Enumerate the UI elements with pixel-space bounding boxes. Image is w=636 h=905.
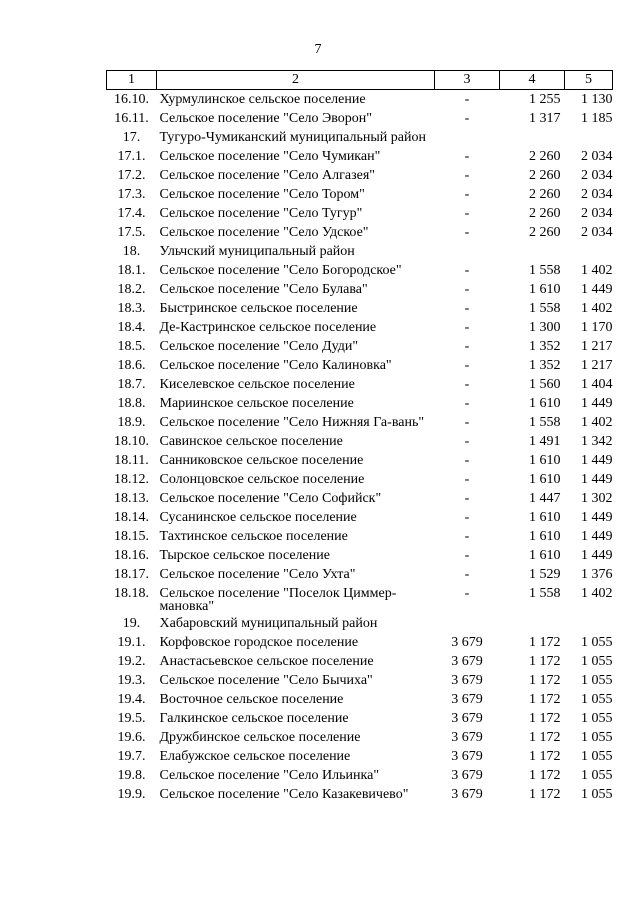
value-col5-cell: 1 449 [581,453,613,468]
header-cell-4: 4 [500,71,565,90]
row-number-cell: 17.2. [117,168,146,183]
value-col4-cell: 1 610 [529,396,561,411]
settlement-name-cell: Киселевское сельское поселение [159,377,355,392]
table-row [107,375,613,394]
row-number-cell: 18.6. [117,358,146,373]
value-col3-cell: - [464,491,470,506]
row-number-cell: 18.7. [117,377,146,392]
value-col5-cell: 1 055 [581,749,613,764]
row-number-cell: 18.15. [114,529,149,544]
row-number-cell: 18.14. [114,510,149,525]
value-col5-cell: 1 055 [581,787,613,802]
row-number-cell: 17.5. [117,225,146,240]
value-col3-cell: - [464,320,470,335]
table-row [107,242,613,261]
settlement-name-cell: Сельское поселение "Село Удское" [159,225,369,240]
header-cell-3: 3 [435,71,500,90]
value-col5-cell: 1 404 [581,377,613,392]
value-col3-cell: - [464,472,470,487]
value-col3-cell: - [464,586,470,601]
table-row [107,337,613,356]
value-col5-cell: 2 034 [581,168,613,183]
table-row [107,652,613,671]
settlement-name-cell: Сельское поселение "Село Богородское" [159,263,402,278]
row-number-cell: 19.5. [117,711,146,726]
value-col3-cell: - [464,301,470,316]
value-col4-cell: 1 610 [529,472,561,487]
table-row [107,690,613,709]
value-col5-cell: 1 055 [581,730,613,745]
settlement-name-cell: Сельское поселение "Село Алгазея" [159,168,375,183]
settlement-name-cell: Сельское поселение "Село Тугур" [159,206,363,221]
value-col5-cell: 1 449 [581,510,613,525]
settlement-name-cell: Ульчский муниципальный район [159,244,355,259]
settlement-name-cell: Тырское сельское поселение [159,548,330,563]
value-col3-cell: - [464,453,470,468]
table-header-row [107,71,613,90]
table-row [107,527,613,546]
table-row [107,546,613,565]
table-body [107,71,613,805]
value-col3-cell: - [464,111,470,126]
settlement-name-cell: Сельское поселение "Поселок Циммер-мановка" [159,586,397,614]
value-col3-cell: - [464,510,470,525]
row-number-cell: 16.10. [114,92,149,107]
value-col4-cell: 1 255 [529,92,561,107]
value-col4-cell: 1 610 [529,548,561,563]
value-col4-cell: 2 260 [529,225,561,240]
value-col4-cell: 1 558 [529,301,561,316]
value-col3-cell: - [464,168,470,183]
row-number-cell: 18.18. [114,586,149,601]
table-row [107,185,613,204]
table-row [107,223,613,242]
settlement-name-cell: Сельское поселение "Село Нижняя Га-вань" [159,415,425,430]
value-col4-cell: 1 300 [529,320,561,335]
table-row [107,489,613,508]
value-col4-cell: 1 529 [529,567,561,582]
settlement-name-cell: Сельское поселение "Село Ильинка" [159,768,380,783]
settlement-name-cell: Сельское поселение "Село Софийск" [159,491,382,506]
row-number-cell: 17. [122,130,141,145]
header-cell-1: 1 [107,71,157,90]
value-col3-cell: - [464,187,470,202]
row-number-cell: 18.8. [117,396,146,411]
value-col5-cell: 1 055 [581,673,613,688]
value-col4-cell: 1 610 [529,453,561,468]
value-col3-cell: - [464,206,470,221]
value-col3-cell: 3 679 [451,654,483,669]
value-col3-cell: - [464,548,470,563]
table-row [107,728,613,747]
settlement-name-cell: Сельское поселение "Село Бычиха" [159,673,373,688]
settlement-name-cell: Хурмулинское сельское поселение [159,92,366,107]
row-number-cell: 19.2. [117,654,146,669]
value-col3-cell: 3 679 [451,749,483,764]
value-col4-cell: 2 260 [529,206,561,221]
row-number-cell: 18.4. [117,320,146,335]
value-col4-cell: 1 447 [529,491,561,506]
value-col5-cell: 1 376 [581,567,613,582]
value-col4-cell: 1 317 [529,111,561,126]
value-col3-cell: - [464,263,470,278]
table-row [107,147,613,166]
settlement-name-cell: Галкинское сельское поселение [159,711,349,726]
value-col3-cell: - [464,282,470,297]
value-col5-cell: 2 034 [581,149,613,164]
table-row [107,451,613,470]
value-col3-cell: 3 679 [451,768,483,783]
value-col3-cell: - [464,149,470,164]
row-number-cell: 17.3. [117,187,146,202]
value-col3-cell: - [464,225,470,240]
value-col4-cell: 1 172 [529,711,561,726]
value-col5-cell: 1 185 [581,111,613,126]
settlement-name-cell: Сельское поселение "Село Ухта" [159,567,356,582]
table-row [107,394,613,413]
value-col4-cell: 1 172 [529,692,561,707]
table-row [107,204,613,223]
table-row [107,614,613,633]
value-col5-cell: 1 449 [581,396,613,411]
value-col3-cell: - [464,434,470,449]
table-row [107,747,613,766]
value-col3-cell: - [464,529,470,544]
table-row [107,90,613,110]
row-number-cell: 18.1. [117,263,146,278]
table-row [107,356,613,375]
row-number-cell: 18.17. [114,567,149,582]
value-col5-cell [565,242,613,261]
value-col3-cell: 3 679 [451,635,483,650]
row-number-cell: 18.11. [114,453,149,468]
settlement-name-cell: Мариинское сельское поселение [159,396,354,411]
settlement-name-cell: Солонцовское сельское поселение [159,472,365,487]
row-number-cell: 19.6. [117,730,146,745]
table-row [107,299,613,318]
table-row [107,470,613,489]
row-number-cell: 19.9. [117,787,146,802]
value-col3-cell [435,614,500,633]
row-number-cell: 17.1. [117,149,146,164]
table-row [107,280,613,299]
value-col5-cell: 1 170 [581,320,613,335]
settlement-name-cell: Сельское поселение "Село Казакевичево" [159,787,409,802]
row-number-cell: 18.13. [114,491,149,506]
settlement-name-cell: Корфовское городское поселение [159,635,359,650]
settlement-name-cell: Елабужское сельское поселение [159,749,351,764]
value-col5-cell [565,128,613,147]
table-row [107,785,613,804]
row-number-cell: 19.1. [117,635,146,650]
row-number-cell: 16.11. [114,111,149,126]
value-col4-cell [500,128,565,147]
table-row [107,432,613,451]
settlements-table [106,70,613,804]
settlement-name-cell: Сельское поселение "Село Чумикан" [159,149,381,164]
value-col5-cell: 2 034 [581,225,613,240]
row-number-cell: 19.4. [117,692,146,707]
table-row [107,508,613,527]
value-col5-cell: 1 055 [581,692,613,707]
table-row [107,166,613,185]
value-col4-cell: 1 610 [529,529,561,544]
value-col5-cell: 1 449 [581,282,613,297]
value-col3-cell: 3 679 [451,730,483,745]
value-col3-cell: - [464,92,470,107]
value-col4-cell: 1 352 [529,358,561,373]
row-number-cell: 18.10. [114,434,149,449]
settlement-name-cell: Сусанинское сельское поселение [159,510,357,525]
settlement-name-cell: Савинское сельское поселение [159,434,343,449]
value-col3-cell: 3 679 [451,692,483,707]
settlement-name-cell: Сельское поселение "Село Калиновка" [159,358,392,373]
table-row [107,709,613,728]
row-number-cell: 18. [122,244,141,259]
value-col4-cell: 1 172 [529,787,561,802]
value-col5-cell: 1 449 [581,472,613,487]
value-col3-cell: - [464,567,470,582]
settlement-name-cell: Тугуро-Чумиканский муниципальный район [159,130,426,145]
value-col5-cell: 1 217 [581,339,613,354]
value-col5-cell: 1 302 [581,491,613,506]
row-number-cell: 18.9. [117,415,146,430]
value-col4-cell: 1 558 [529,586,561,601]
value-col4-cell: 1 172 [529,673,561,688]
value-col3-cell: - [464,377,470,392]
value-col3-cell: - [464,358,470,373]
header-cell-5: 5 [565,71,613,90]
value-col4-cell: 1 491 [529,434,561,449]
value-col3-cell [435,242,500,261]
value-col4-cell: 1 558 [529,263,561,278]
settlement-name-cell: Анастасьевское сельское поселение [159,654,374,669]
value-col4-cell: 1 610 [529,510,561,525]
value-col5-cell: 1 217 [581,358,613,373]
settlement-name-cell: Сельское поселение "Село Булава" [159,282,368,297]
row-number-cell: 18.2. [117,282,146,297]
value-col5-cell: 1 130 [581,92,613,107]
value-col5-cell: 2 034 [581,206,613,221]
value-col5-cell: 1 055 [581,711,613,726]
value-col5-cell: 1 402 [581,415,613,430]
row-number-cell: 19. [122,616,141,631]
table-row [107,261,613,280]
row-number-cell: 18.3. [117,301,146,316]
value-col4-cell: 2 260 [529,168,561,183]
settlement-name-cell: Сельское поселение "Село Эворон" [159,111,373,126]
value-col4-cell: 1 558 [529,415,561,430]
value-col3-cell: - [464,415,470,430]
value-col4-cell: 1 172 [529,768,561,783]
row-number-cell: 18.5. [117,339,146,354]
value-col4-cell: 1 172 [529,635,561,650]
page-number: 7 [314,42,322,57]
value-col4-cell: 2 260 [529,187,561,202]
value-col5-cell: 1 449 [581,548,613,563]
value-col4-cell: 2 260 [529,149,561,164]
table-row [107,128,613,147]
value-col5-cell: 1 342 [581,434,613,449]
table-row [107,766,613,785]
table-row [107,565,613,584]
settlement-name-cell: Сельское поселение "Село Тором" [159,187,365,202]
value-col5-cell: 2 034 [581,187,613,202]
value-col4-cell: 1 560 [529,377,561,392]
value-col4-cell [500,614,565,633]
row-number-cell: 19.3. [117,673,146,688]
value-col4-cell: 1 610 [529,282,561,297]
value-col3-cell: 3 679 [451,673,483,688]
row-number-cell: 18.12. [114,472,149,487]
settlement-name-cell: Тахтинское сельское поселение [159,529,348,544]
value-col5-cell: 1 402 [581,301,613,316]
table-row [107,318,613,337]
value-col4-cell [500,242,565,261]
settlement-name-cell: Санниковское сельское поселение [159,453,364,468]
settlement-name-cell: Де-Кастринское сельское поселение [159,320,377,335]
table-row [107,413,613,432]
value-col5-cell [565,614,613,633]
value-col4-cell: 1 172 [529,730,561,745]
table-row [107,109,613,128]
table-row [107,671,613,690]
value-col5-cell: 1 055 [581,768,613,783]
value-col5-cell: 1 402 [581,586,613,601]
value-col3-cell: 3 679 [451,711,483,726]
row-number-cell: 19.8. [117,768,146,783]
row-number-cell: 18.16. [114,548,149,563]
table-row [107,584,613,614]
header-cell-2: 2 [157,71,435,90]
settlement-name-cell: Дружбинское сельское поселение [159,730,361,745]
value-col3-cell: - [464,396,470,411]
table-row [107,633,613,652]
value-col5-cell: 1 055 [581,654,613,669]
settlement-name-cell: Хабаровский муниципальный район [159,616,378,631]
settlement-name-cell: Быстринское сельское поселение [159,301,358,316]
value-col3-cell: - [464,339,470,354]
value-col4-cell: 1 352 [529,339,561,354]
row-number-cell: 17.4. [117,206,146,221]
value-col3-cell [435,128,500,147]
row-number-cell: 19.7. [117,749,146,764]
settlement-name-cell: Восточное сельское поселение [159,692,344,707]
value-col5-cell: 1 055 [581,635,613,650]
settlement-name-cell: Сельское поселение "Село Дуди" [159,339,359,354]
value-col4-cell: 1 172 [529,749,561,764]
value-col3-cell: 3 679 [451,787,483,802]
value-col4-cell: 1 172 [529,654,561,669]
value-col5-cell: 1 402 [581,263,613,278]
value-col5-cell: 1 449 [581,529,613,544]
